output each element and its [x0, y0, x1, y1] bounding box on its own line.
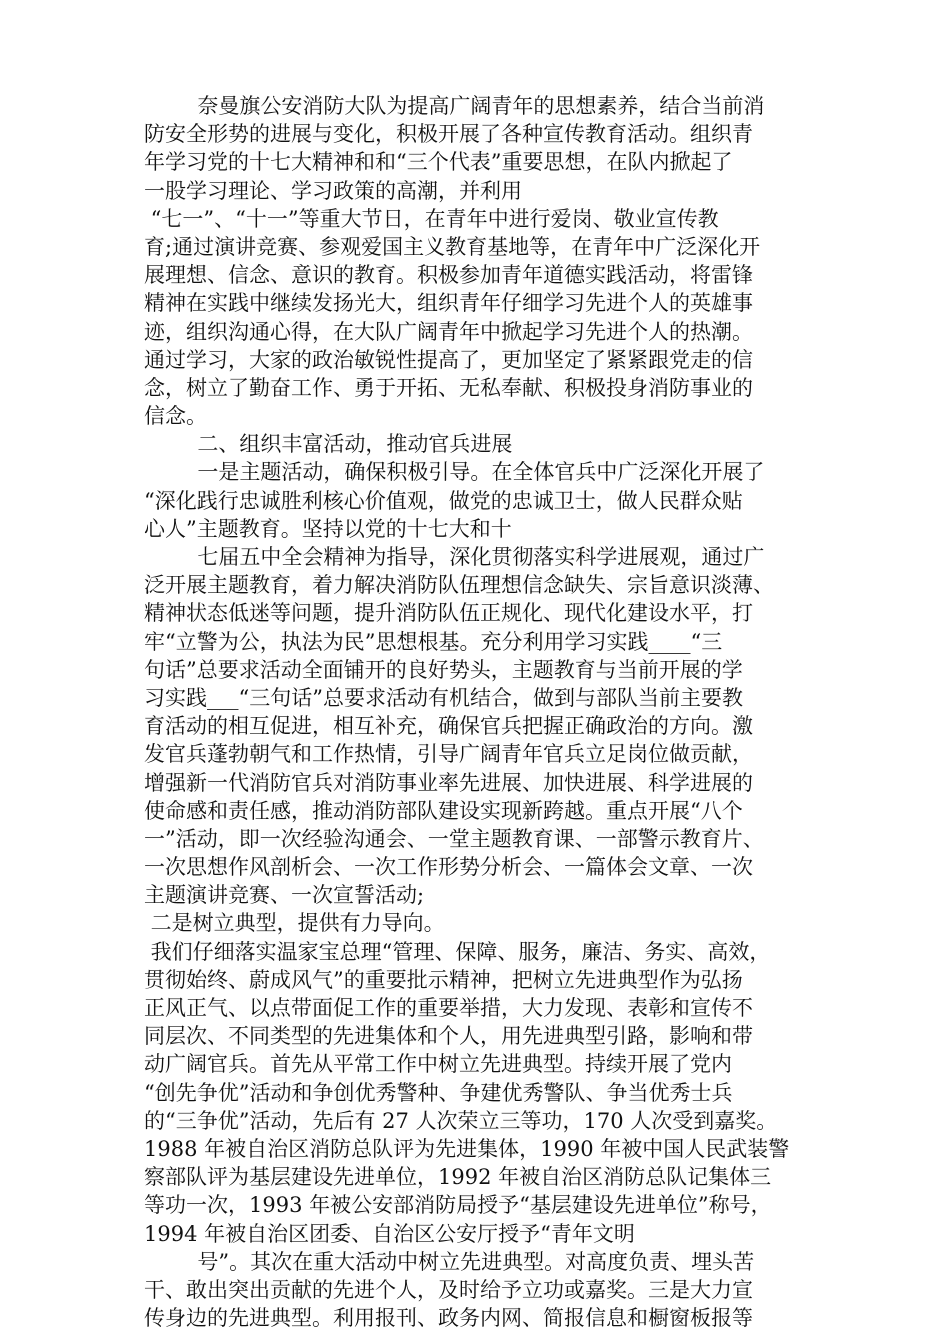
text-line: 传身边的先进典型。利用报刊、政务内网、简报信息和橱窗板报等	[144, 1306, 753, 1331]
text-line: 1988 年被自治区消防总队评为先进集体，1990 年被中国人民武装警	[144, 1136, 790, 1161]
text-line: 同层次、不同类型的先进集体和个人，用先进典型引路，影响和带	[144, 1024, 753, 1049]
text-line: 增强新一代消防官兵对消防事业率先进展、加快进展、科学进展的	[144, 770, 753, 795]
text-line: “深化践行忠诚胜利核心价值观，做党的忠诚卫士，做人民群众贴	[144, 488, 743, 513]
text-line: 念，树立了勤奋工作、勇于开拓、无私奉献、积极投身消防事业的	[144, 375, 753, 400]
text-line: 展理想、信念、意识的教育。积极参加青年道德实践活动，将雷锋	[144, 263, 753, 288]
text-line: 信念。	[144, 404, 207, 429]
text-line: 干、敢出突出贡献的先进个人，及时给予立功或嘉奖。三是大力宣	[144, 1277, 753, 1302]
text-line: 察部队评为基层建设先进单位，1992 年被自治区消防总队记集体三	[144, 1165, 772, 1190]
section-heading: 二、组织丰富活动，推动官兵进展	[144, 432, 513, 457]
text-line: 句话”总要求活动全面铺开的良好势头，主题教育与当前开展的学	[144, 657, 743, 682]
text-line: 一是主题活动，确保积极引导。在全体官兵中广泛深化开展了	[144, 460, 765, 485]
text-line: 奈曼旗公安消防大队为提高广阔青年的思想素养，结合当前消	[144, 94, 765, 118]
text-line: 我们仔细落实温家宝总理“管理、保障、服务，廉洁、务实、高效，	[144, 939, 771, 964]
text-line: 一”活动，即一次经验沟通会、一堂主题教育课、一部警示教育片、	[144, 826, 764, 851]
text-line: 发官兵蓬勃朝气和工作热情，引导广阔青年官兵立足岗位做贡献，	[144, 742, 753, 767]
text-line: 动广阔官兵。首先从平常工作中树立先进典型。持续开展了党内	[144, 1052, 732, 1077]
text-line: 二是树立典型，提供有力导向。	[144, 911, 445, 936]
text-line: 迹，组织沟通心得，在大队广阔青年中掀起学习先进个人的热潮。	[144, 319, 753, 344]
text-line: 1994 年被自治区团委、自治区公安厅授予“青年文明	[144, 1221, 635, 1246]
text-line: 泛开展主题教育，着力解决消防队伍理想信念缺失、宗旨意识淡薄、	[144, 573, 774, 598]
text-line: “创先争优”活动和争创优秀警种、争建优秀警队、争当优秀士兵	[144, 1080, 733, 1105]
text-line: 一股学习理论、学习政策的高潮，并利用	[144, 178, 522, 203]
text-line: 精神在实践中继续发扬光大，组织青年仔细学习先进个人的英雄事	[144, 291, 753, 316]
text-line: 精神状态低迷等问题，提升消防队伍正规化、现代化建设水平，打	[144, 601, 753, 626]
text-line: 正风正气、以点带面促工作的重要举措，大力发现、表彰和宣传不	[144, 996, 753, 1020]
text-line: 号”。其次在重大活动中树立先进典型。对高度负责、埋头苦	[144, 1249, 755, 1274]
text-line: 防安全形势的进展与变化，积极开展了各种宣传教育活动。组织青	[144, 122, 753, 147]
text-line: 主题演讲竞赛、一次宣誓活动;	[144, 883, 425, 908]
text-line: 习实践___“三句话”总要求活动有机结合，做到与部队当前主要教	[144, 685, 743, 710]
text-line: 使命感和责任感，推动消防部队建设实现新跨越。重点开展“八个	[144, 798, 743, 823]
text-line: 年学习党的十七大精神和和“三个代表”重要思想，在队内掀起了	[144, 150, 733, 175]
text-line: 育;通过演讲竞赛、参观爱国主义教育基地等，在青年中广泛深化开	[144, 234, 761, 259]
text-line: 的“三争优”活动，先后有 27 人次荣立三等功，170 人次受到嘉奖。	[144, 1108, 778, 1133]
text-line: 等功一次，1993 年被公安部消防局授予“基层建设先进单位”称号，	[144, 1193, 772, 1218]
text-line: 心人”主题教育。坚持以党的十七大和十	[144, 516, 512, 541]
text-line: 七届五中全会精神为指导，深化贯彻落实科学进展观，通过广	[144, 545, 765, 569]
text-line: 贯彻始终、蔚成风气”的重要批示精神，把树立先进典型作为弘扬	[144, 967, 743, 992]
text-line: 牢“立警为公，执法为民”思想根基。充分利用学习实践____“三	[144, 629, 723, 654]
text-line: 育活动的相互促进，相互补充，确保官兵把握正确政治的方向。激	[144, 714, 753, 739]
text-line: 通过学习，大家的政治敏锐性提高了，更加坚定了紧紧跟党走的信	[144, 347, 753, 372]
document-body	[144, 92, 820, 1332]
text-line: 一次思想作风剖析会、一次工作形势分析会、一篇体会文章、一次	[144, 855, 753, 880]
text-line: “七一”、“十一”等重大节日，在青年中进行爱岗、敬业宣传教	[144, 206, 719, 231]
